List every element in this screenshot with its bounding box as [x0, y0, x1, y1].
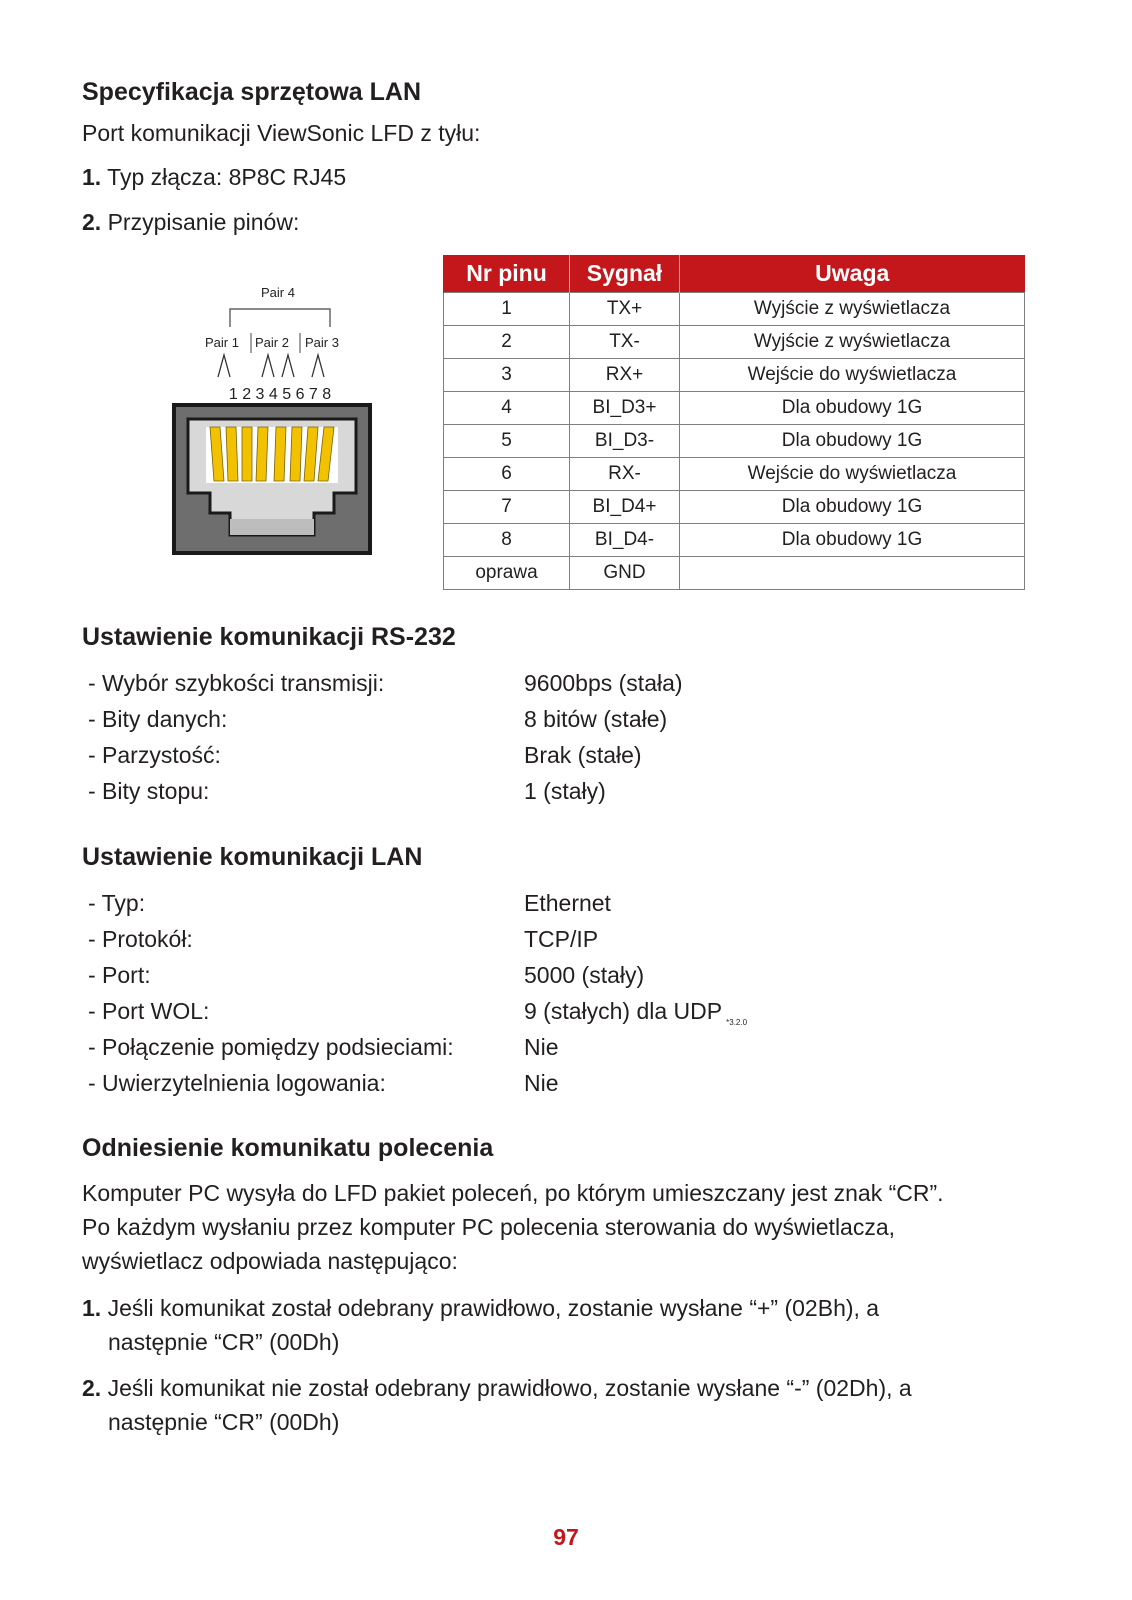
pair2-arrows [262, 355, 274, 377]
signal-cell: TX- [570, 326, 680, 359]
pair4-bracket [230, 309, 330, 327]
signal-cell: BI_D4- [570, 524, 680, 557]
list-item-continuation: następnie “CR” (00Dh) [108, 1329, 340, 1355]
paragraph-line: Po każdym wysłaniu przez komputer PC polecenia sterowania do wyświetlacza, [82, 1214, 896, 1240]
signal-cell: RX- [570, 458, 680, 491]
setting-value: TCP/IP [524, 926, 599, 952]
pin-cell: 7 [444, 491, 570, 524]
section-title-lan-hardware: Specyfikacja sprzętowa LAN [82, 78, 422, 106]
table-row [444, 524, 1025, 557]
table-row [444, 326, 1025, 359]
lan-intro-text: Port komunikacji ViewSonic LFD z tyłu: [82, 120, 481, 146]
signal-cell: RX+ [570, 359, 680, 392]
table-row [444, 359, 1025, 392]
col-header-note: Uwaga [680, 255, 1025, 293]
connector-type-text: Typ złącza: 8P8C RJ45 [107, 164, 347, 190]
pin-cell: 3 [444, 359, 570, 392]
note-cell: Dla obudowy 1G [680, 392, 1025, 425]
setting-label: - Bity danych: [88, 706, 228, 732]
section-title-rs232: Ustawienie komunikacji RS-232 [82, 623, 456, 651]
signal-cell: BI_D4+ [570, 491, 680, 524]
pin-cell: 5 [444, 425, 570, 458]
pair3-arrows [312, 355, 324, 377]
pin-cell: oprawa [444, 557, 570, 590]
pin-cell: 4 [444, 392, 570, 425]
setting-value: 9600bps (stała) [524, 670, 683, 696]
item-number: 1. [82, 1295, 102, 1321]
setting-label: - Wybór szybkości transmisji: [88, 670, 385, 696]
setting-label: - Typ: [88, 890, 146, 916]
setting-value: Nie [524, 1070, 559, 1096]
section-title-lan-communication: Ustawienie komunikacji LAN [82, 843, 423, 871]
list-item-text: Jeśli komunikat nie został odebrany prawidłowo, zostanie wysłane “-” (02Dh), a [107, 1375, 912, 1401]
table-row [444, 293, 1025, 326]
pin-cell: 1 [444, 293, 570, 326]
note-cell: Wejście do wyświetlacza [680, 359, 1025, 392]
pair4-label: Pair 4 [261, 285, 295, 300]
setting-value: 5000 (stały) [524, 962, 645, 988]
note-cell: Dla obudowy 1G [680, 425, 1025, 458]
list-item-text: Jeśli komunikat został odebrany prawidłowo, zostanie wysłane “+” (02Bh), a [107, 1295, 880, 1321]
pair3-label: Pair 3 [305, 335, 339, 350]
setting-value: 9 (stałych) dla UDP [524, 998, 723, 1024]
paragraph-line: Komputer PC wysyła do LFD pakiet poleceń, po którym umieszczany jest znak “CR”. [82, 1180, 944, 1206]
setting-value: Brak (stałe) [524, 742, 642, 768]
note-cell: Dla obudowy 1G [680, 491, 1025, 524]
col-header-signal: Sygnał [570, 255, 680, 293]
item-number: 1. [82, 164, 102, 190]
list-item-continuation: następnie “CR” (00Dh) [108, 1409, 340, 1435]
setting-label: - Bity stopu: [88, 778, 210, 804]
table-header-row [444, 255, 1025, 293]
signal-cell: BI_D3- [570, 425, 680, 458]
pin-cell: 2 [444, 326, 570, 359]
setting-value: 1 (stały) [524, 778, 606, 804]
item-number: 2. [82, 1375, 102, 1401]
list-item [82, 1375, 912, 1402]
note-cell: Wyjście z wyświetlacza [680, 326, 1025, 359]
signal-cell: TX+ [570, 293, 680, 326]
setting-label: - Parzystość: [88, 742, 221, 768]
pin-cell: 8 [444, 524, 570, 557]
item-number: 2. [82, 209, 102, 235]
setting-label: - Protokół: [88, 926, 193, 952]
pair1-arrows [218, 355, 230, 377]
note-cell: Wyjście z wyświetlacza [680, 293, 1025, 326]
setting-label: - Połączenie pomiędzy podsieciami: [88, 1034, 454, 1060]
pin-assignment-table [443, 255, 1025, 590]
setting-value-wol [524, 998, 747, 1027]
note-cell: Dla obudowy 1G [680, 524, 1025, 557]
paragraph-line: wyświetlacz odpowiada następująco: [82, 1248, 458, 1274]
table-row [444, 392, 1025, 425]
page-number: 97 [553, 1524, 579, 1550]
setting-value: 8 bitów (stałe) [524, 706, 668, 732]
section-title-command-reference: Odniesienie komunikatu polecenia [82, 1134, 494, 1162]
rj45-connector-diagram [172, 285, 388, 565]
setting-value: Ethernet [524, 890, 611, 916]
version-note: *3.2.0 [726, 1018, 748, 1027]
pin-assignment-item [82, 209, 299, 236]
table-row [444, 458, 1025, 491]
pair1-label: Pair 1 [205, 335, 239, 350]
table-row [444, 491, 1025, 524]
list-item [82, 1295, 879, 1322]
pin-numbers-label: 1 2 3 4 5 6 7 8 [228, 386, 332, 403]
pair2b-arrows [282, 355, 294, 377]
table-row [444, 425, 1025, 458]
note-cell [680, 557, 1025, 590]
pair2-label: Pair 2 [255, 335, 289, 350]
signal-cell: BI_D3+ [570, 392, 680, 425]
note-cell: Wejście do wyświetlacza [680, 458, 1025, 491]
setting-label: - Port WOL: [88, 998, 210, 1024]
pin-assignment-text: Przypisanie pinów: [107, 209, 300, 235]
connector-type-item [82, 164, 346, 191]
setting-value: Nie [524, 1034, 559, 1060]
setting-label: - Uwierzytelnienia logowania: [88, 1070, 386, 1096]
setting-label: - Port: [88, 962, 151, 988]
pin-cell: 6 [444, 458, 570, 491]
table-row [444, 557, 1025, 590]
signal-cell: GND [570, 557, 680, 590]
col-header-pin: Nr pinu [444, 255, 570, 293]
